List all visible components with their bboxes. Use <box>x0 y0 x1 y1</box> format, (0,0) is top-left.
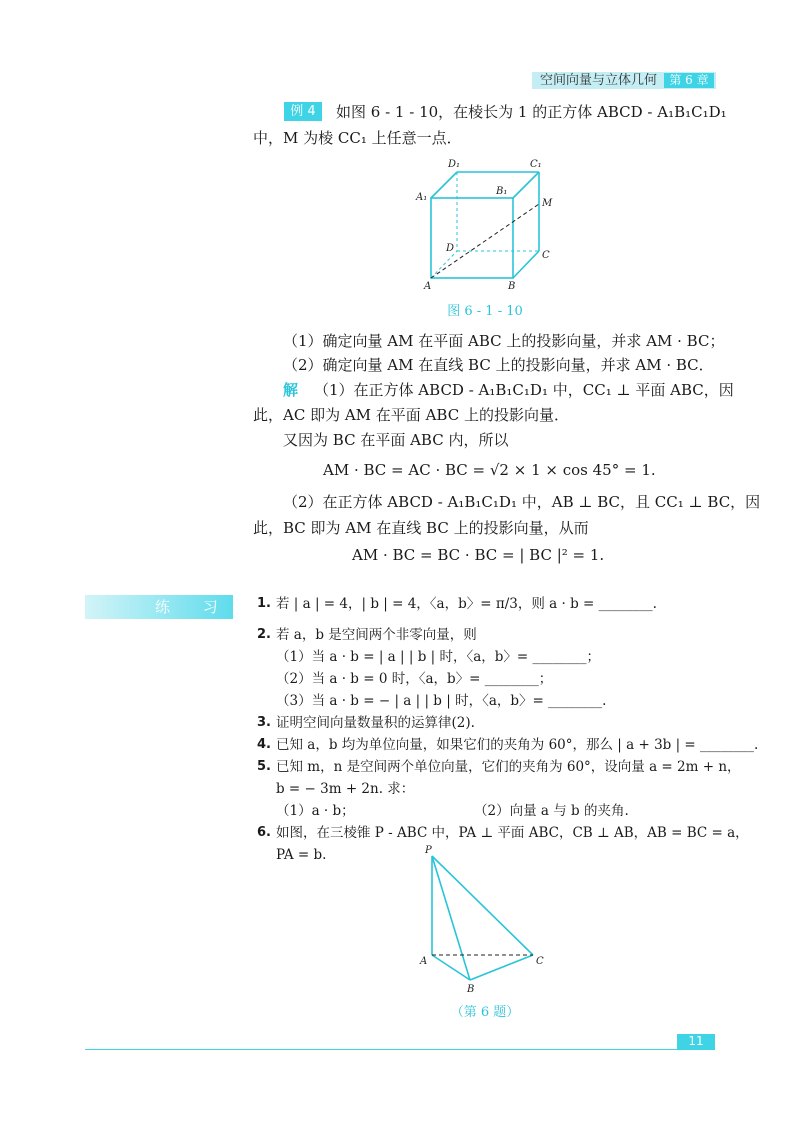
exercise-2-part-3: （3）当 a · b = − | a | | b | 时，〈a，b〉= ________. <box>276 693 607 709</box>
header-title: 空间向量与立体几何 <box>540 73 658 88</box>
label-p: P <box>425 845 432 856</box>
label-m: M <box>542 198 553 209</box>
label-a: A <box>424 281 432 292</box>
question-1: （1）确定向量 AM 在平面 ABC 上的投影向量，并求 AM · BC； <box>283 332 725 350</box>
label-c1: C₁ <box>530 159 542 170</box>
equation-1: AM · BC = AC · BC = √2 × 1 × cos 45° = 1. <box>323 461 656 479</box>
exercise-6: 如图，在三棱锥 P - ABC 中，PA ⊥ 平面 ABC，CB ⊥ AB，AB = BC = a， <box>276 825 749 841</box>
label-b1: B₁ <box>496 186 508 197</box>
exercise-6-line2: PA = b. <box>276 847 327 863</box>
exercise-number: 3. <box>257 715 271 730</box>
exercise-label: 练 习 <box>155 598 232 616</box>
solution-2-line1: （2）在正方体 ABCD - A₁B₁C₁D₁ 中，AB ⊥ BC，且 CC₁ ⊥ BC，因 <box>283 493 761 511</box>
exercise-5-line2: b = − 3m + 2n. 求： <box>276 781 415 797</box>
solution-1-line1: （1）在正方体 ABCD - A₁B₁C₁D₁ 中，CC₁ ⊥ 平面 ABC，因 <box>314 381 734 399</box>
exercise-number: 6. <box>257 825 271 840</box>
chapter-badge: 第 6 章 <box>664 73 714 88</box>
solution-label: 解 <box>283 381 299 399</box>
exercise-1: 若 | a | = 4，| b | = 4，〈a，b〉= π/3，则 a · b = ________. <box>276 596 657 612</box>
equation-2: AM · BC = BC · BC = | BC |² = 1. <box>352 546 605 564</box>
example-statement-line2: 中，M 为棱 CC₁ 上任意一点． <box>253 129 462 147</box>
page-number: 11 <box>677 1034 715 1049</box>
label-a1: A₁ <box>416 192 428 203</box>
exercise-2-part-2: （2）当 a · b = 0 时，〈a，b〉= ________； <box>276 671 553 687</box>
exercise-2-part-1: （1）当 a · b = | a | | b | 时，〈a，b〉= ________； <box>276 649 601 665</box>
label-c: C <box>536 956 544 967</box>
cube-figure <box>410 150 560 295</box>
exercise-number: 5. <box>257 759 271 774</box>
exercise-number: 1. <box>257 596 271 611</box>
solution-1-line3: 又因为 BC 在平面 ABC 内，所以 <box>283 431 509 449</box>
exercise-5-part-1: （1）a · b； <box>276 803 355 819</box>
exercise-number: 2. <box>257 627 271 642</box>
question-2: （2）确定向量 AM 在直线 BC 上的投影向量，并求 AM · BC． <box>283 356 714 374</box>
solution-1-line2: 此，AC 即为 AM 在平面 ABC 上的投影向量． <box>253 406 569 424</box>
label-a: A <box>420 956 428 967</box>
exercise-3: 证明空间向量数量积的运算律(2). <box>276 715 475 731</box>
figure-caption-pyramid: （第 6 题） <box>450 1005 520 1020</box>
label-d: D <box>446 243 455 254</box>
solution-2-line2: 此，BC 即为 AM 在直线 BC 上的投影向量，从而 <box>253 519 589 537</box>
label-b: B <box>508 281 516 292</box>
exercise-5: 已知 m，n 是空间两个单位向量，它们的夹角为 60°，设向量 a = 2m + n， <box>276 759 741 775</box>
pyramid-figure <box>412 842 562 992</box>
example-badge: 例 4 <box>284 102 322 121</box>
label-d1: D₁ <box>448 159 461 170</box>
label-b: B <box>467 984 475 992</box>
label-c: C <box>542 250 550 261</box>
exercise-2: 若 a，b 是空间两个非零向量，则 <box>276 627 477 643</box>
figure-caption-cube: 图 6 - 1 - 10 <box>447 304 523 319</box>
exercise-4: 已知 a，b 均为单位向量，如果它们的夹角为 60°，那么 | a + 3b | = ________. <box>276 737 759 753</box>
footer-rule <box>85 1049 715 1050</box>
exercise-5-part-2: （2）向量 a 与 b 的夹角. <box>474 803 629 819</box>
example-statement-line1: 如图 6 - 1 - 10，在棱长为 1 的正方体 ABCD - A₁B₁C₁D₁ <box>336 103 727 121</box>
exercise-number: 4. <box>257 737 271 752</box>
